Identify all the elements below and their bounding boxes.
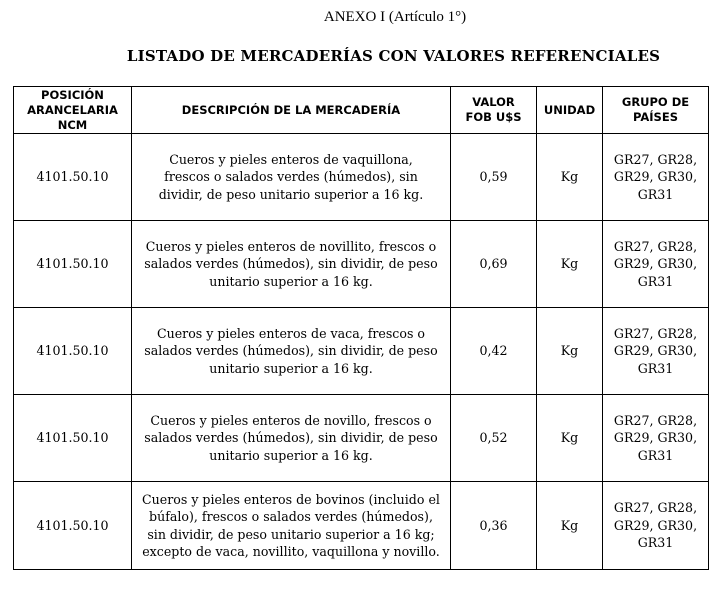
cell-fob-value: 0,52 (451, 395, 537, 482)
cell-description: Cueros y pieles enteros de vaca, frescos o salados verdes (húmedos), sin dividir, de peso unitario superior a 16 kg. (132, 308, 451, 395)
cell-unit: Kg (537, 221, 603, 308)
cell-country-group: GR27, GR28, GR29, GR30, GR31 (603, 221, 709, 308)
annex-title: ANEXO I (Artículo 1°) (323, 9, 467, 25)
table-row (14, 395, 709, 482)
cell-fob-value: 0,36 (451, 482, 537, 570)
cell-fob-value: 0,69 (451, 221, 537, 308)
cell-ncm: 4101.50.10 (14, 308, 132, 395)
list-title: LISTADO DE MERCADERÍAS CON VALORES REFERENCIALES (126, 47, 661, 65)
cell-fob-value: 0,59 (451, 134, 537, 221)
header-ncm: POSICIÓN ARANCELARIA NCM (14, 87, 132, 134)
cell-description: Cueros y pieles enteros de novillito, frescos o salados verdes (húmedos), sin dividir, de peso unitario superior a 16 kg. (132, 221, 451, 308)
cell-ncm: 4101.50.10 (14, 221, 132, 308)
cell-unit: Kg (537, 395, 603, 482)
header-fob-value: VALOR FOB U$S (451, 87, 537, 134)
cell-country-group: GR27, GR28, GR29, GR30, GR31 (603, 134, 709, 221)
cell-fob-value: 0,42 (451, 308, 537, 395)
table-header-row (14, 87, 709, 134)
cell-description: Cueros y pieles enteros de vaquillona, frescos o salados verdes (húmedos), sin dividir, de peso unitario superior a 16 kg. (132, 134, 451, 221)
table-row (14, 221, 709, 308)
header-country-group: GRUPO DE PAÍSES (603, 87, 709, 134)
cell-unit: Kg (537, 308, 603, 395)
cell-country-group: GR27, GR28, GR29, GR30, GR31 (603, 308, 709, 395)
cell-description: Cueros y pieles enteros de bovinos (incluido el búfalo), frescos o salados verdes (húmedos), sin dividir, de peso unitario superior a 16 kg; excepto de vaca, novillito, vaquillona y novillo. (132, 482, 451, 570)
cell-unit: Kg (537, 482, 603, 570)
cell-unit: Kg (537, 134, 603, 221)
cell-country-group: GR27, GR28, GR29, GR30, GR31 (603, 395, 709, 482)
header-description: DESCRIPCIÓN DE LA MERCADERÍA (132, 87, 451, 134)
table-row (14, 482, 709, 570)
header-unit: UNIDAD (537, 87, 603, 134)
cell-ncm: 4101.50.10 (14, 395, 132, 482)
cell-country-group: GR27, GR28, GR29, GR30, GR31 (603, 482, 709, 570)
cell-description: Cueros y pieles enteros de novillo, frescos o salados verdes (húmedos), sin dividir, de peso unitario superior a 16 kg. (132, 395, 451, 482)
table-row (14, 308, 709, 395)
goods-table (13, 86, 709, 570)
cell-ncm: 4101.50.10 (14, 134, 132, 221)
table-row (14, 134, 709, 221)
cell-ncm: 4101.50.10 (14, 482, 132, 570)
